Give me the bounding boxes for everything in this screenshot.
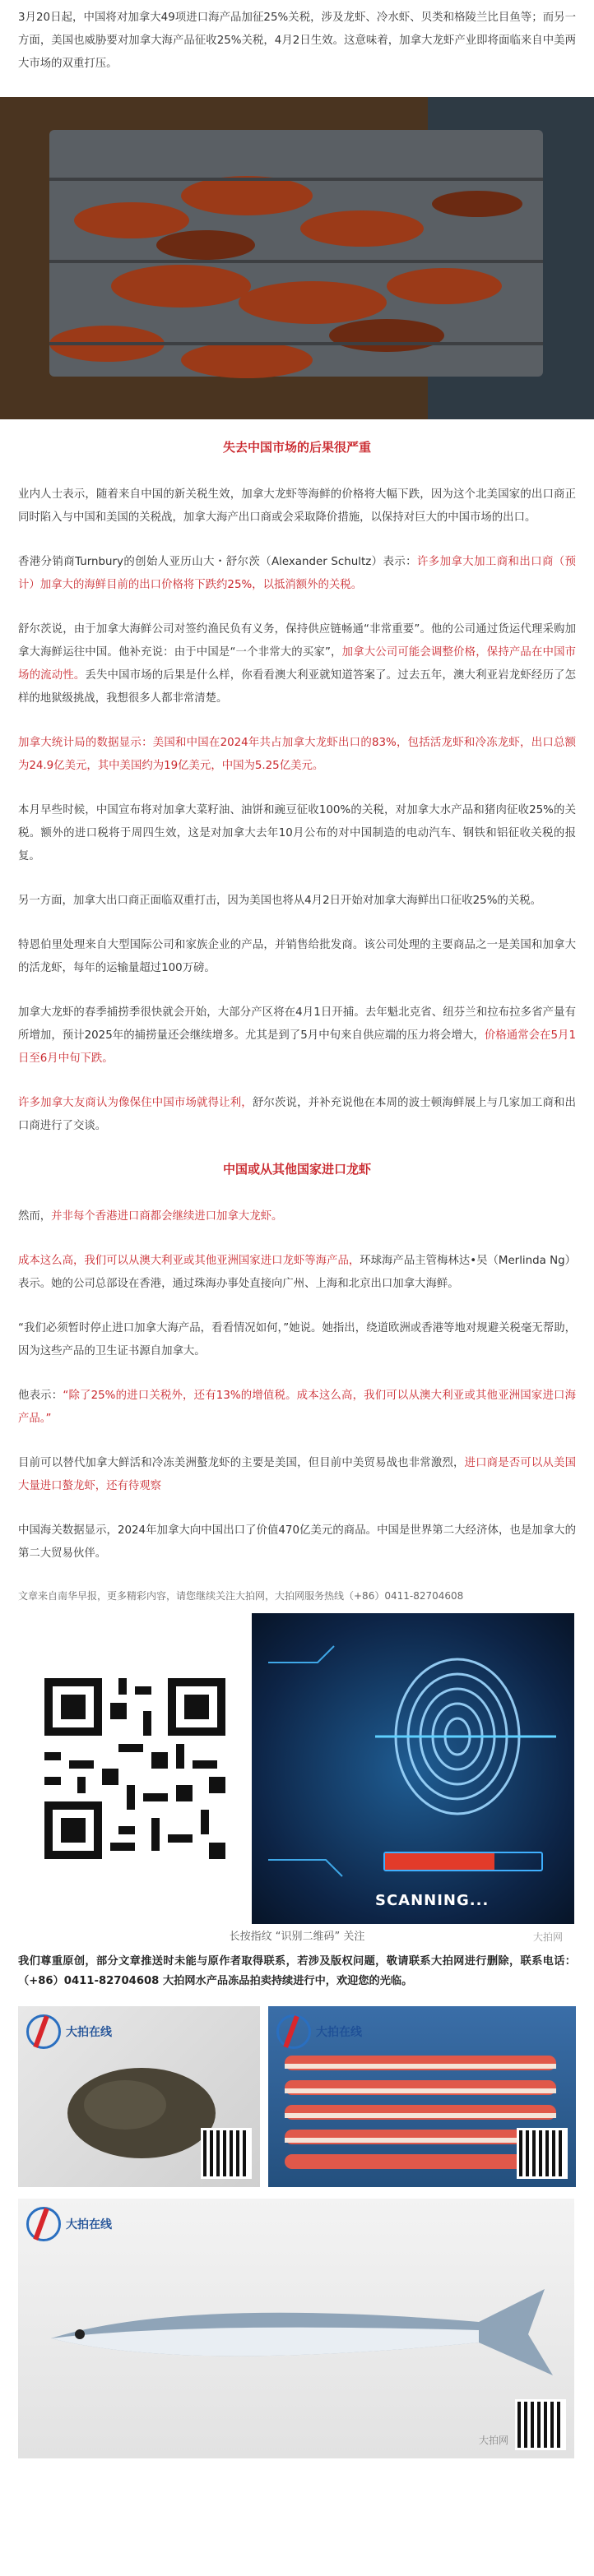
paragraph: 本月早些时候，中国宣布将对加拿大菜籽油、油饼和豌豆征收100%的关税，对加拿大水产品和猪肉征收25%的关税。额外的进口税将于周四生效，这是对加拿大去年10月公布的对中国制造的电动汽车、钢铁和铝征收关税的报复。	[18, 804, 576, 863]
highlight-text: 许多加拿大加工商和出口商（预计）加拿大的海鲜目前的出口价格将下跌约25%，以抵消额外的关税。	[18, 556, 577, 591]
paragraph-text: 加拿大龙虾的春季捕捞季很快就会开始，大部分产区将在4月1日开捕。去年魁北克省、纽芬兰和拉布拉多省产量有所增加，预计2025年的捕捞量还会继续增多。尤其是到了5月中旬来自供应端的压力将会增大，	[18, 1006, 576, 1042]
paragraph	[18, 1205, 576, 1228]
lobster-crate-photo	[0, 97, 594, 419]
saury-fish-photo	[18, 2199, 574, 2458]
product-photo-row	[18, 2006, 576, 2187]
qr-caption: 长按指纹 “识别二维码” 关注	[229, 1931, 365, 1943]
paragraph	[18, 732, 576, 778]
qr-code-panel[interactable]	[18, 1613, 252, 1924]
paragraph-text: 丢失中国市场的后果是什么样，你看看澳大利亚就知道答案了。过去五年，澳大利亚岩龙虾经历了怎样的地狱级挑战，我想很多人都非常清楚。	[18, 669, 577, 705]
paragraph	[18, 1092, 576, 1138]
paragraph	[18, 1001, 576, 1071]
paragraph-text: 香港分销商Turnbury的创始人亚历山大・舒尔茨（Alexander Schultz）表示：	[18, 556, 417, 568]
paragraph: 特恩伯里处理来自大型国际公司和家族企业的产品，并销售给批发商。该公司处理的主要商品之一是美国和加拿大的活龙虾，每年的运输量超过100万磅。	[18, 939, 576, 974]
section-title: 中国或从其他国家进口龙虾	[222, 1162, 371, 1177]
qr-code-icon	[515, 2399, 566, 2450]
paragraph	[18, 1250, 576, 1296]
brand-logo: 大拍在线	[26, 2207, 112, 2241]
paragraph	[18, 1452, 576, 1498]
paragraph: 另一方面，加拿大出口商正面临双重打击，因为美国也将从4月2日开始对加拿大海鲜出口征收25%的关税。	[18, 895, 541, 907]
qr-code-icon	[36, 1670, 234, 1867]
paragraph-text: 他表示：	[18, 1390, 63, 1402]
paragraph-text: 目前可以替代加拿大鲜活和冷冻美洲螯龙虾的主要是美国，但目前中美贸易战也非常激烈，	[18, 1457, 465, 1469]
qr-code-icon	[517, 2128, 568, 2179]
section-title: 失去中国市场的后果很严重	[222, 440, 371, 455]
scanning-label: SCANNING...	[375, 1892, 490, 1909]
paragraph: 业内人士表示，随着来自中国的新关税生效，加拿大龙虾等海鲜的价格将大幅下跌，因为这个北美国家的出口商正同时陷入与中国和美国的关税战，加拿大海产出口商或会采取降价措施，以保持对巨大的中国市场的出口。	[18, 488, 576, 524]
highlight-text: 价格通常会在5月1日至6月中旬下跌。	[18, 1029, 576, 1065]
paragraph	[18, 551, 576, 597]
paragraph: “我们必须暂时停止进口加拿大海产品，看看情况如何，”她说。她指出，绕道欧洲或香港等地对规避关税毫无帮助，因为这些产品的卫生证书源自加拿大。	[18, 1322, 576, 1357]
watermark: 大拍网	[532, 1931, 563, 1943]
scan-progress-bar	[383, 1852, 543, 1871]
watermark: 大拍网	[478, 2435, 508, 2446]
paragraph-text: 舒尔茨说，由于加拿大海鲜公司对签约渔民负有义务，保持供应链畅通“非常重要”。他的公司通过货运代理采购加拿大海鲜运往中国。他补充说：由于中国是“一个非常大的买家”，	[18, 623, 576, 659]
brand-logo: 大拍在线	[26, 2014, 112, 2049]
highlight-text: 加拿大公司可能会调整价格，保持产品在中国市场的流动性。	[18, 646, 577, 682]
source-note: 文章来自南华早报，更多精彩内容，请您继续关注大拍网，大拍网服务热线（+86）0411-82704608	[18, 1590, 464, 1602]
highlight-text: 成本这么高，我们可以从澳大利亚或其他亚洲国家进口龙虾等海产品，	[18, 1255, 360, 1267]
highlight-text: “除了25%的进口关税外，还有13%的增值税。成本这么高，我们可以从澳大利亚或其他亚洲国家进口海产品。”	[18, 1390, 576, 1425]
highlight-text: 许多加拿大友商认为像保住中国市场就得让利，	[18, 1097, 253, 1109]
paragraph-text: 然而，	[18, 1210, 52, 1223]
monkfish-photo	[18, 2006, 260, 2187]
highlight-text: 美国和中国在2024年共占加拿大龙虾出口的83%，包括活龙虾和冷冻龙虾，出口总额为24.9亿美元，其中美国约为19亿美元，中国为5.25亿美元。	[18, 737, 577, 772]
paragraph-text: 环球海产品主管梅林达•吴（Merlinda Ng）表示。她的公司总部设在香港，通过珠海办事处直接向广州、上海和北京出口加拿大海鲜。	[18, 1255, 576, 1290]
highlight-text: 进口商是否可以从美国大量进口螯龙虾，还有待观察	[18, 1457, 577, 1492]
fingerprint-icon	[252, 1613, 574, 1924]
brand-logo: 大拍在线	[276, 2014, 362, 2049]
highlight-text: 加拿大统计局的数据显示：	[18, 737, 153, 749]
copyright-notice: 我们尊重原创，部分文章推送时未能与原作者取得联系，若涉及版权问题，敬请联系大拍网进行删除，联系电话：（+86）0411-82704608 大拍网水产品冻品拍卖持续进行中，欢迎您的光临。	[18, 1955, 576, 1987]
paragraph	[18, 1385, 576, 1431]
paragraph: 中国海关数据显示，2024年加拿大向中国出口了价值470亿美元的商品。中国是世界第二大经济体，也是加拿大的第二大贸易伙伴。	[18, 1524, 576, 1560]
qr-code-icon	[201, 2128, 252, 2179]
paragraph	[18, 618, 576, 710]
paragraph-text: 舒尔茨说，并补充说他在本周的波士顿海鲜展上与几家加工商和出口商进行了交谈。	[18, 1097, 577, 1132]
crab-legs-photo	[268, 2006, 576, 2187]
intro-paragraph: 3月20日起，中国将对加拿大49项进口海产品加征25%关税，涉及龙虾、冷水虾、贝类和格陵兰比目鱼等；而另一方面，美国也威胁要对加拿大海产品征收25%关税，4月2日生效。这意味着，加拿大龙虾产业即将面临来自中美两大市场的双重打压。	[18, 12, 576, 70]
highlight-text: 并非每个香港进口商都会继续进口加拿大龙虾。	[51, 1210, 283, 1223]
